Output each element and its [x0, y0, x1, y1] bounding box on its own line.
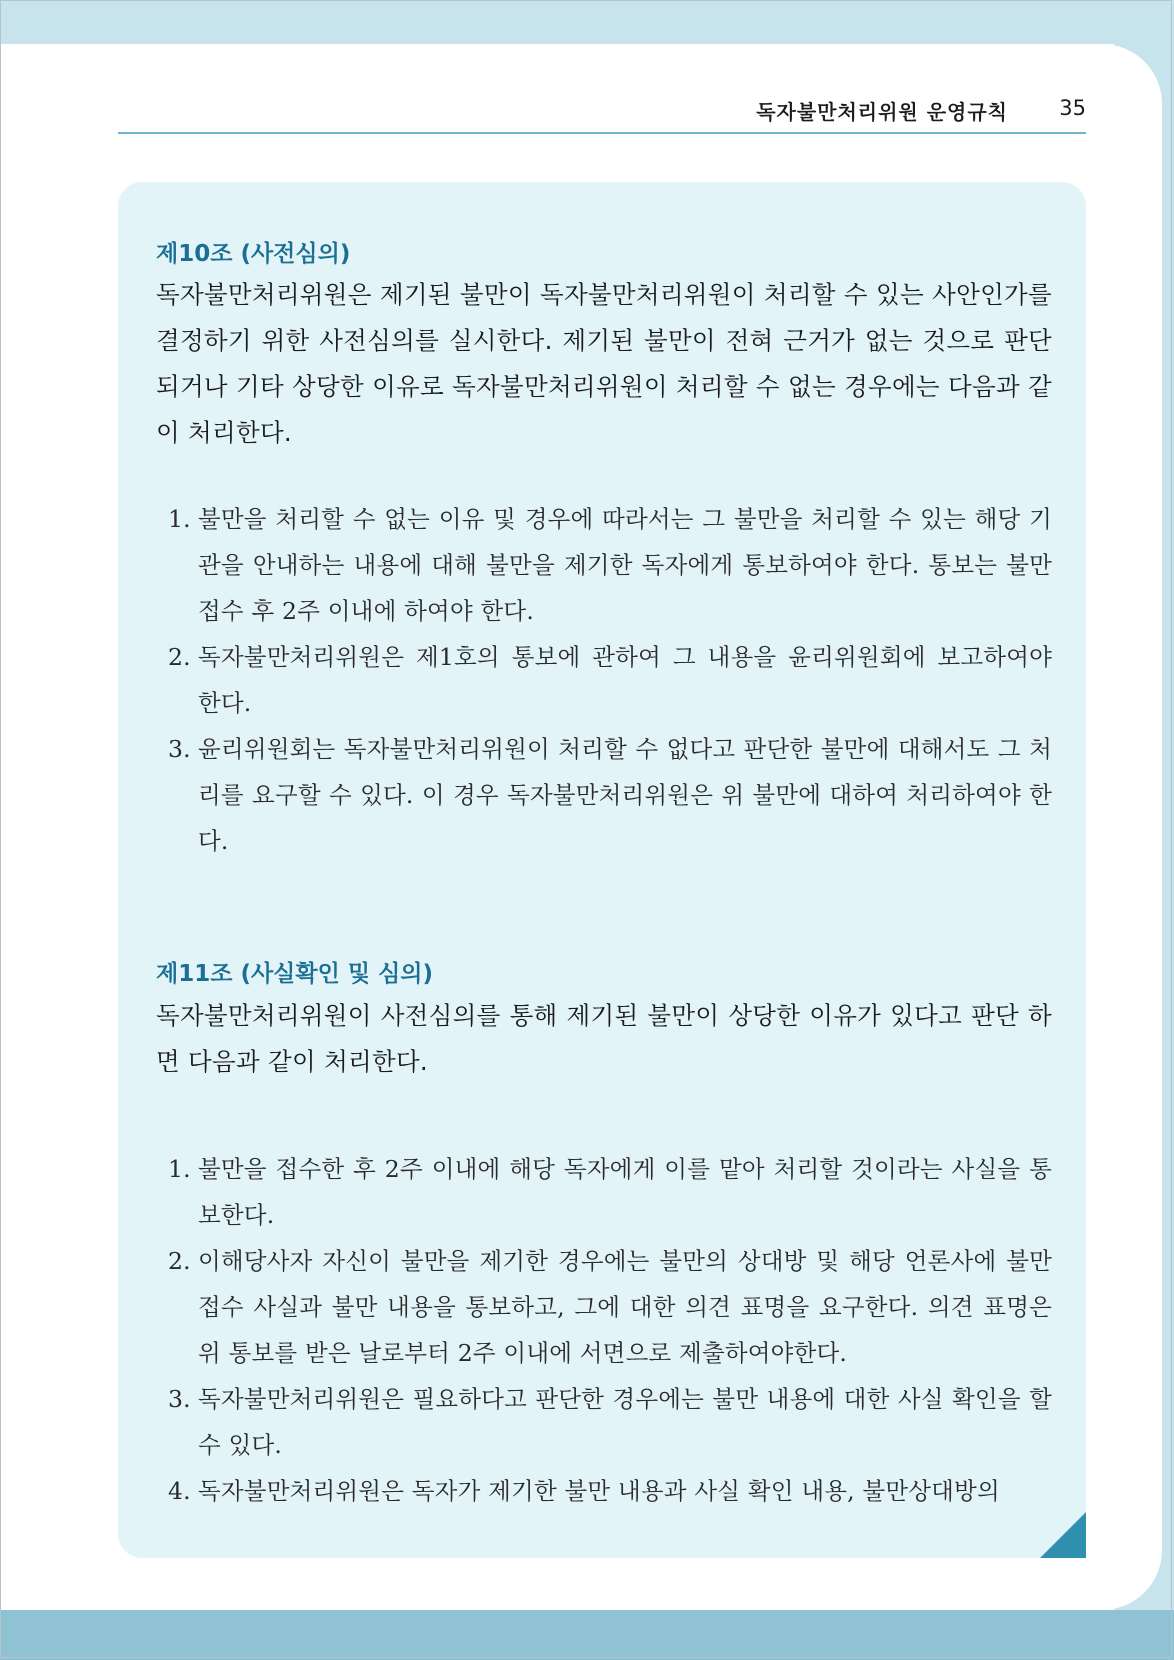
- article-11-body: 독자불만처리위원이 사전심의를 통해 제기된 불만이 상당한 이유가 있다고 판단 하면 다음과 같이 처리한다.: [156, 1001, 1052, 1076]
- article-10-list: [168, 496, 1052, 864]
- list-item-number: 1.: [168, 505, 191, 533]
- list-item-text: 독자불만처리위원은 독자가 제기한 불만 내용과 사실 확인 내용, 불만상대방의: [198, 1477, 1000, 1505]
- list-item-text: 불만을 처리할 수 없는 이유 및 경우에 따라서는 그 불만을 처리할 수 있는 해당 기관을 안내하는 내용에 대해 불만을 제기한 독자에게 통보하여야 한다. 통보는 불만 접수 후 2주 이내에 하여야 한다.: [198, 505, 1052, 625]
- list-item-text: 독자불만처리위원은 제1호의 통보에 관하여 그 내용을 윤리위원회에 보고하여야 한다.: [198, 643, 1052, 717]
- list-item-number: 4.: [168, 1477, 191, 1505]
- list-item-number: 1.: [168, 1155, 191, 1183]
- running-header: [118, 92, 1086, 134]
- list-item: [168, 1468, 1052, 1514]
- article-10-body: 독자불만처리위원은 제기된 불만이 독자불만처리위원이 처리할 수 있는 사안인가를 결정하기 위한 사전심의를 실시한다. 제기된 불만이 전혀 근거가 없는 것으로 판단되거나 기타 상당한 이유로 독자불만처리위원이 처리할 수 없는 경우에는 다음과 같이 처리한다.: [156, 280, 1052, 447]
- list-item-text: 윤리위원회는 독자불만처리위원이 처리할 수 없다고 판단한 불만에 대해서도 그 처리를 요구할 수 있다. 이 경우 독자불만처리위원은 위 불만에 대하여 처리하여야 한다.: [198, 735, 1052, 855]
- article-10-heading: 제10조 (사전심의): [156, 241, 351, 267]
- list-item: [168, 1146, 1052, 1238]
- article-11-heading: 제11조 (사실확인 및 심의): [156, 961, 434, 987]
- list-item-number: 3.: [168, 735, 191, 763]
- list-item-text: 독자불만처리위원은 필요하다고 판단한 경우에는 불만 내용에 대한 사실 확인을 할 수 있다.: [198, 1385, 1052, 1459]
- list-item-number: 3.: [168, 1385, 191, 1413]
- list-item-text: 불만을 접수한 후 2주 이내에 해당 독자에게 이를 맡아 처리할 것이라는 사실을 통보한다.: [198, 1155, 1052, 1229]
- list-item-number: 2.: [168, 1247, 191, 1275]
- top-decorative-band: [0, 0, 1174, 44]
- bottom-decorative-band: [0, 1610, 1174, 1660]
- list-item: [168, 726, 1052, 864]
- running-header-title: 독자불만처리위원 운영규칙: [756, 100, 1008, 124]
- list-item: [168, 1376, 1052, 1468]
- list-item-text: 이해당사자 자신이 불만을 제기한 경우에는 불만의 상대방 및 해당 언론사에 불만 접수 사실과 불만 내용을 통보하고, 그에 대한 의견 표명을 요구한다. 의견 표명은 위 통보를 받은 날로부터 2주 이내에 서면으로 제출하여야한다.: [198, 1247, 1052, 1367]
- list-item: [168, 496, 1052, 634]
- list-item: [168, 634, 1052, 726]
- list-item-number: 2.: [168, 643, 191, 671]
- list-item: [168, 1238, 1052, 1376]
- article-11-list: [168, 1146, 1052, 1514]
- corner-fold-mark: [1040, 1512, 1086, 1558]
- page-number: 35: [1059, 96, 1086, 120]
